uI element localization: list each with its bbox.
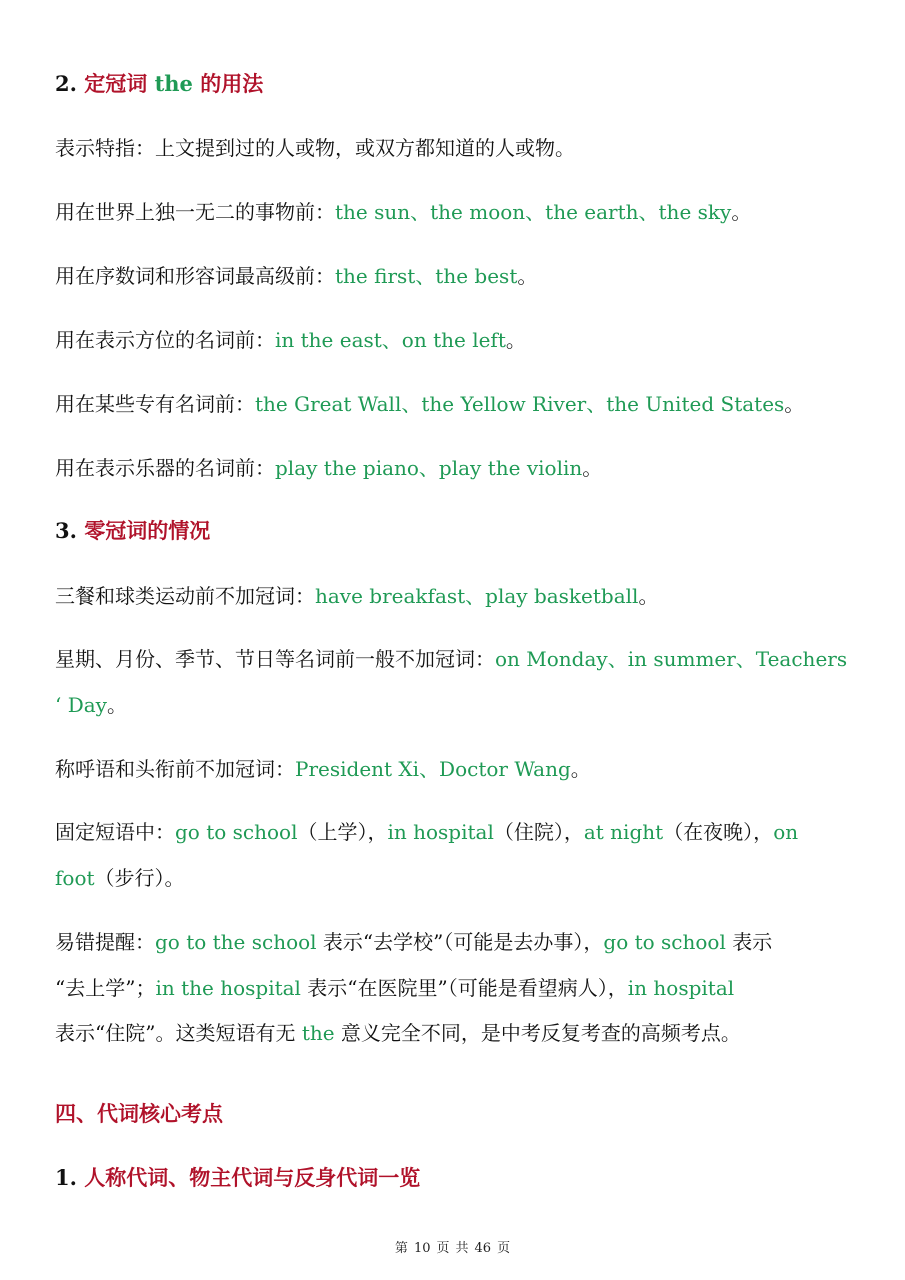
section-heading-pronouns: 四、代词核心考点 [55, 1101, 223, 1126]
paragraph-direction: 用在表示方位的名词前：in the east、on the left。 [55, 328, 526, 352]
paragraph-warning: 易错提醒：go to the school 表示“去学校”（可能是去办事），go to school 表示 [55, 930, 773, 954]
paragraph-proper-nouns: 用在某些专有名词前：the Great Wall、the Yellow River、the United States。 [55, 392, 805, 416]
total-page-count: 46 [474, 1241, 492, 1256]
paragraph-instruments: 用在表示乐器的名词前：play the piano、play the violin。 [55, 456, 603, 480]
paragraph-warning-cont-1: “去上学”；in the hospital 表示“在医院里”（可能是看望病人），in hospital [55, 976, 735, 1000]
paragraph-special-reference: 表示特指：上文提到过的人或物，或双方都知道的人或物。 [55, 136, 575, 160]
paragraph-titles: 称呼语和头衔前不加冠词：President Xi、Doctor Wang。 [55, 757, 591, 781]
current-page-number: 10 [413, 1241, 431, 1256]
paragraph-days-seasons-cont: ‘ Day。 [55, 693, 127, 717]
section-heading-zero-article: 3. 零冠词的情况 [55, 518, 211, 543]
paragraph-fixed-phrases-cont: foot（步行）。 [55, 866, 185, 890]
page-footer: 第 10 页 共 46 页 [394, 1241, 511, 1256]
paragraph-warning-cont-2: 表示“住院”。这类短语有无 the 意义完全不同，是中考反复考查的高频考点。 [55, 1021, 741, 1045]
paragraph-unique-things: 用在世界上独一无二的事物前：the sun、the moon、the earth、the sky。 [55, 200, 752, 224]
paragraph-fixed-phrases: 固定短语中：go to school（上学），in hospital（住院），at night（在夜晚），on [55, 820, 799, 844]
section-heading-definite-article: 2. 定冠词 the 的用法 [55, 71, 264, 96]
paragraph-meals-sports: 三餐和球类运动前不加冠词：have breakfast、play basketball。 [55, 584, 659, 608]
paragraph-ordinal-superlative: 用在序数词和形容词最高级前：the first、the best。 [55, 264, 538, 288]
section-heading-personal-pronouns: 1. 人称代词、物主代词与反身代词一览 [55, 1165, 421, 1190]
paragraph-days-seasons: 星期、月份、季节、节日等名词前一般不加冠词：on Monday、in summer、Teachers [55, 647, 848, 671]
